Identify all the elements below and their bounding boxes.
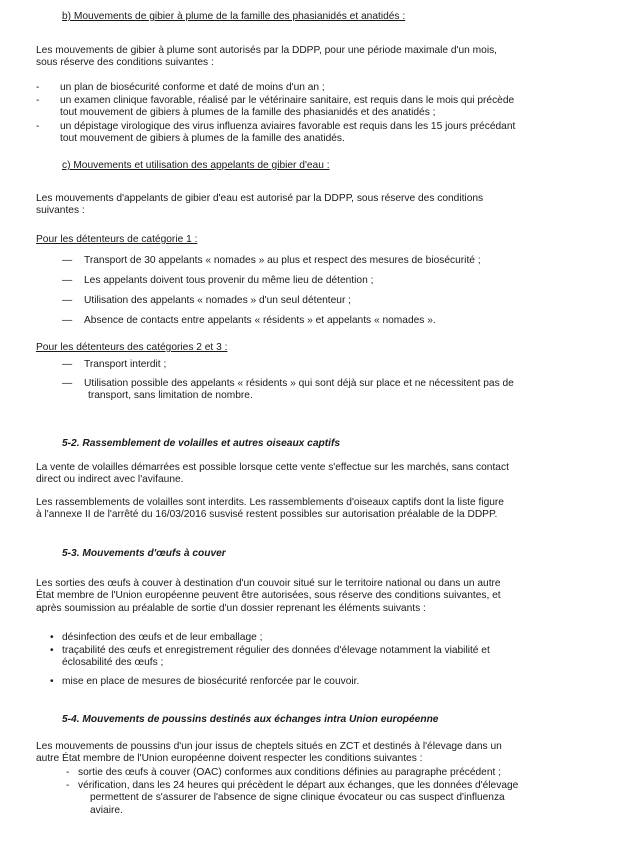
section-5-3-paragraph: Les sorties des œufs à couver à destination d'un couvoir situé sur le territoire national ou dans un autre État membre de l'Union européenne peuvent être autorisées, sous réserve des conditions suivantes, et après soumission au préalable de sortie d'un dossier reprenant les éléments suivants : xyxy=(36,578,501,614)
section-5-2-paragraph-1: La vente de volailles démarrées est possible lorsque cette vente s'effectue sur les marchés, sans contact direct ou indirect avec l'avifaune. xyxy=(36,462,509,486)
category-1-label: Pour les détenteurs de catégorie 1 : xyxy=(36,234,198,245)
list-item: - un dépistage virologique des virus influenza aviaires favorable est requis dans les 15 jours précédant tout mouvement de gibiers à plumes de la famille des anatidés. xyxy=(36,121,516,145)
section-5-2-heading: 5-2. Rassemblement de volailles et autres oiseaux captifs xyxy=(62,438,341,449)
section-5-4-paragraph: Les mouvements de poussins d'un jour issus de cheptels situés en ZCT et destinés à l'élevage dans un autre État membre de l'Union européenne doivent respecter les conditions suivantes : xyxy=(36,741,502,765)
section-5-4-heading: 5-4. Mouvements de poussins destinés aux échanges intra Union européenne xyxy=(62,714,439,725)
category-2-3-label: Pour les détenteurs des catégories 2 et 3 : xyxy=(36,342,228,353)
list-item: - un examen clinique favorable, réalisé par le vétérinaire sanitaire, est requis dans le mois qui précède tout mouvement de gibiers à plumes de la famille des phasianidés et des anatidés ; xyxy=(36,95,515,119)
document-page: b) Mouvements de gibier à plume de la famille des phasianidés et anatidés : Les mouvements de gibier à plume sont autorisés par la DDPP, pour une période maximale d'un mois, sous réserve des conditions suivantes : - un plan de biosécurité conforme et daté de moins d'un an ; - un examen clinique favorable, réalisé par le vétérinaire sanitaire, est requis dans le mois qui précède tout mouvement de gibiers à plumes de la famille des phasianidés et des anatidés ; - un dépistage virologique des virus influenza aviaires favorable est requis dans les 15 jours précédant tout mouvement de gibiers à plumes de la famille des anatidés. c) Mouvements et utilisation des appelants de gibier d'eau : Les mouvements d'appelants de gibier d'eau est autorisé par la DDPP, sous réserve des conditions suivantes : Pour les détenteurs de catégorie 1 : — Transport de 30 appelants « nomades » au plus et respect des mesures de biosécurité ; — Les appelants doivent tous provenir du même lieu de détention ; — Utilisation des appelants « nomades » d'un seul détenteur ; — Absence de contacts entre appelants « résidents » et appelants « nomades ». Pour les détenteurs des catégories 2 et 3 : — Transport interdit ; — Utilisation possible des appelants « résidents » qui sont déjà sur place et ne nécessitent pas de transport, sans limitation de nombre. 5-2. Rassemblement de volailles et autres oiseaux captifs La vente de volailles démarrées est possible lorsque cette vente s'effectue sur les marchés, sans contact direct ou indirect avec l'avifaune. Les rassemblements de volailles sont interdits. Les rassemblements d'oiseaux captifs dont la liste figure à l'annexe II de l'arrêté du 16/03/2016 susvisé restent possibles sur autorisation préalable de la DDPP. 5-3. Mouvements d'œufs à couver Les sorties des œufs à couver à destination d'un couvoir situé sur le territoire national ou dans un autre État membre de l'Union européenne peuvent être autorisées, sous réserve des conditions suivantes, et après soumission au préalable de sortie d'un dossier reprenant les éléments suivants : • désinfection des œufs et de leur emballage ; • traçabilité des œufs et enregistrement régulier des données d'élevage notamment la viabilité et éclosabilité des œufs ; • mise en place de mesures de biosécurité renforcée par le couvoir. 5-4. Mouvements de poussins destinés aux échanges intra Union européenne Les mouvements de poussins d'un jour issus de cheptels situés en ZCT et destinés à l'élevage dans un autre État membre de l'Union européenne doivent respecter les conditions suivantes : - sortie des œufs à couver (OAC) conformes aux conditions définies au paragraphe précédent ; - vérification, dans les 24 heures qui précèdent le départ aux échanges, que les données d'élevage permettent de s'assurer de l'absence de signe clinique évocateur ou cas suspect d'influenza aviaire. xyxy=(0,0,638,850)
section-5-2-paragraph-2: Les rassemblements de volailles sont interdits. Les rassemblements d'oiseaux captifs dont la liste figure à l'annexe II de l'arrêté du 16/03/2016 susvisé restent possibles sur autorisation préalable de la DDPP. xyxy=(36,497,504,521)
section-5-3-heading: 5-3. Mouvements d'œufs à couver xyxy=(62,548,226,559)
section-c-heading: c) Mouvements et utilisation des appelants de gibier d'eau : xyxy=(62,160,330,171)
list-item: - un plan de biosécurité conforme et daté de moins d'un an ; xyxy=(36,82,325,93)
section-b-heading: b) Mouvements de gibier à plume de la famille des phasianidés et anatidés : xyxy=(62,11,406,22)
section-c-intro: Les mouvements d'appelants de gibier d'eau est autorisé par la DDPP, sous réserve des conditions suivantes : xyxy=(36,193,484,217)
section-b-intro: Les mouvements de gibier à plume sont autorisés par la DDPP, pour une période maximale d'un mois, sous réserve des conditions suivantes : xyxy=(36,45,498,69)
